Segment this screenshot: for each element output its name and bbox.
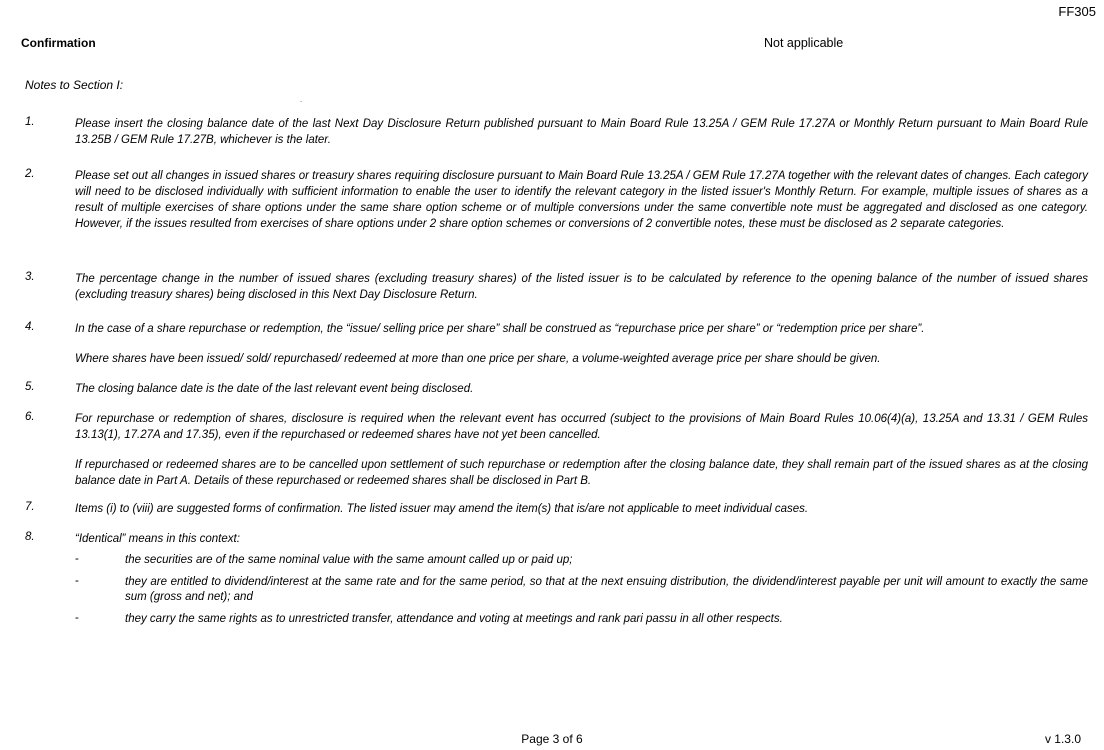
note-7-number: 7. xyxy=(25,501,35,513)
note-3-number: 3. xyxy=(25,271,35,283)
form-code: FF305 xyxy=(1058,4,1096,19)
version-label: v 1.3.0 xyxy=(1044,732,1081,746)
bullet-dash: - xyxy=(75,553,79,565)
bullet-text: the securities are of the same nominal value with the same amount called up or paid up; xyxy=(125,554,573,566)
note-7-text: Items (i) to (viii) are suggested forms of confirmation. The listed issuer may amend the item(s) that is/are not applicable to meet individual cases. xyxy=(75,503,809,515)
note-6-subtext: If repurchased or redeemed shares are to be cancelled upon settlement of such repurchase or redemption after the closing balance date, they shall remain part of the issued shares as at the closing balance date in Part A. Details of these repurchased or redeemed shares shall be disclosed in Part B. xyxy=(75,459,1088,487)
note-1-text: Please insert the closing balance date of the last Next Day Disclosure Return published pursuant to Main Board Rule 13.25A / GEM Rule 17.27A or Monthly Return pursuant to Main Board Rule 13.25B / GEM Rule 17.27B, whichever is the later. xyxy=(75,118,1088,146)
note-5-text: The closing balance date is the date of the last relevant event being disclosed. xyxy=(75,383,474,395)
note-8-number: 8. xyxy=(25,531,35,543)
note-4-number: 4. xyxy=(25,321,35,333)
note-1-number: 1. xyxy=(25,116,35,128)
bullet-text: they carry the same rights as to unrestricted transfer, attendance and voting at meetings and rank pari passu in all other respects. xyxy=(125,613,783,625)
note-2-text: Please set out all changes in issued shares or treasury shares requiring disclosure pursuant to Main Board Rule 13.25A / GEM Rule 17.27A together with the relevant dates of changes. Each category will need to be disclosed individually with sufficient information to enable the user to identify the relevant category in the listed issuer's Monthly Return. For example, multiple issues of shares as a result of multiple exercises of share options under the same share option scheme or of multiple conversions under the same convertible note must be aggregated and disclosed as one category. However, if the issues resulted from exercises of share options under 2 share option schemes or conversions of 2 convertible notes, these must be disclosed as 2 separate categories. xyxy=(75,170,1088,230)
note-5-number: 5. xyxy=(25,381,35,393)
note-6-text: For repurchase or redemption of shares, disclosure is required when the relevant event has occurred (subject to the provisions of Main Board Rules 10.06(4)(a), 13.25A and 13.31 / GEM Rules 13.13(1), 17.27A and 17.35), even if the repurchased or redeemed shares have not yet been cancelled. xyxy=(75,413,1088,441)
bullet-dash: - xyxy=(75,612,79,624)
note-6-number: 6. xyxy=(25,411,35,423)
bullet-dash: - xyxy=(75,575,79,587)
confirmation-value: Not applicable xyxy=(764,36,844,50)
bullet-text: they are entitled to dividend/interest at the same rate and for the same period, so that at the next ensuing distribution, the dividend/interest payable per unit will amount to exactly the same sum (gross and net); and xyxy=(125,576,1088,603)
notes-heading: Notes to Section I: xyxy=(25,78,124,92)
note-3-text: The percentage change in the number of issued shares (excluding treasury shares) of the listed issuer is to be calculated by reference to the opening balance of the number of issued shares (excluding treasury shares) being disclosed in this Next Day Disclosure Return. xyxy=(75,273,1088,301)
note-8-text: “Identical” means in this context: xyxy=(75,533,240,545)
note-4-text: In the case of a share repurchase or redemption, the “issue/ selling price per share” shall be construed as “repurchase price per share” or “redemption price per share”. xyxy=(75,323,925,335)
confirmation-label: Confirmation xyxy=(21,36,96,50)
note-4-subtext: Where shares have been issued/ sold/ repurchased/ redeemed at more than one price per share, a volume-weighted average price per share should be given. xyxy=(75,353,881,365)
page-number: Page 3 of 6 xyxy=(521,732,583,746)
stray-dot: . xyxy=(300,95,303,104)
note-2-number: 2. xyxy=(25,168,35,180)
